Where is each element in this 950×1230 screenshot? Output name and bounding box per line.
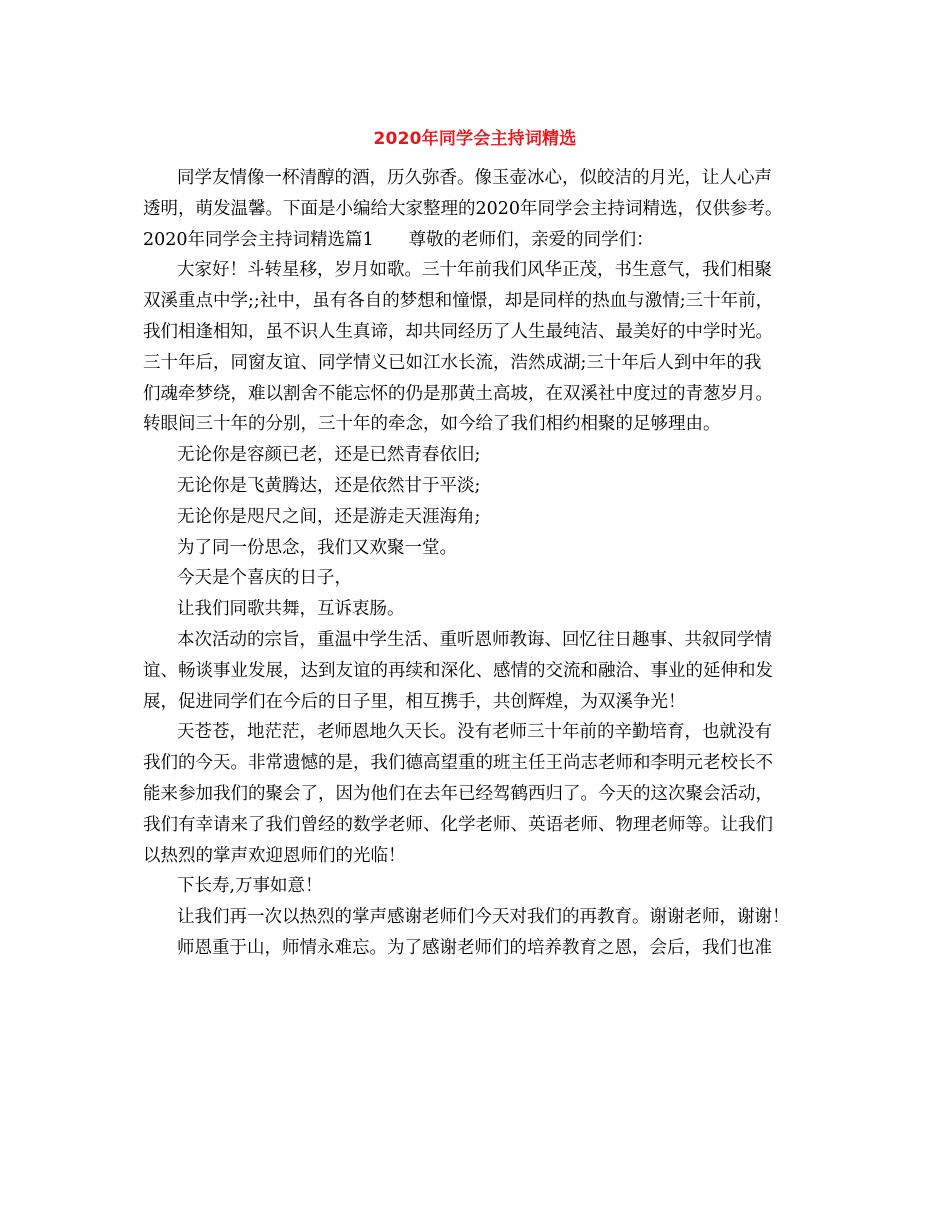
text-line: 以热烈的掌声欢迎恩师们的光临！ bbox=[143, 845, 406, 866]
text-line: 让我们再一次以热烈的掌声感谢老师们今天对我们的再教育。谢谢老师，谢谢！ bbox=[177, 907, 790, 928]
text-line: 谊、畅谈事业发展，达到友谊的再续和深化、感情的交流和融洽、事业的延伸和发 bbox=[143, 660, 773, 681]
text-line: 三十年后，同窗友谊、同学情义已如江水长流，浩然成湖;三十年后人到中年的我 bbox=[143, 352, 762, 373]
text-line: 展，促进同学们在今后的日子里，相互携手，共创辉煌，为双溪争光！ bbox=[143, 691, 686, 712]
text-line: 今天是个喜庆的日子， bbox=[177, 568, 352, 589]
text-line: 2020年同学会主持词精选篇1 尊敬的老师们，亲爱的同学们： bbox=[143, 229, 654, 250]
text-line: 我们有幸请来了我们曾经的数学老师、化学老师、英语老师、物理老师等。让我们 bbox=[143, 814, 773, 835]
text-line: 转眼间三十年的分别，三十年的牵念，如今给了我们相约相聚的足够理由。 bbox=[143, 414, 721, 435]
text-line: 本次活动的宗旨，重温中学生活、重听恩师教诲、回忆往日趣事、共叙同学情 bbox=[177, 629, 772, 650]
text-line: 天苍苍，地茫茫，老师恩地久天长。没有老师三十年前的辛勤培育，也就没有 bbox=[177, 722, 772, 743]
text-line: 透明，萌发温馨。下面是小编给大家整理的2020年同学会主持词精选，仅供参考。 bbox=[143, 198, 783, 219]
text-line: 我们的今天。非常遗憾的是，我们德高望重的班主任王尚志老师和李明元老校长不 bbox=[143, 753, 773, 774]
text-line: 能来参加我们的聚会了，因为他们在去年已经驾鹤西归了。今天的这次聚会活动， bbox=[143, 783, 773, 804]
document-body bbox=[143, 163, 823, 964]
text-line: 无论你是飞黄腾达，还是依然甘于平淡; bbox=[177, 475, 481, 496]
text-line: 为了同一份思念，我们又欢聚一堂。 bbox=[177, 537, 457, 558]
text-line: 无论你是容颜已老，还是已然青春依旧; bbox=[177, 445, 481, 466]
text-line: 师恩重于山，师情永难忘。为了感谢老师们的培养教育之恩，会后，我们也准 bbox=[177, 937, 772, 958]
text-line: 我们相逢相知，虽不识人生真谛，却共同经历了人生最纯洁、最美好的中学时光。 bbox=[143, 321, 773, 342]
document-title: 2020年同学会主持词精选 bbox=[373, 129, 577, 149]
text-line: 双溪重点中学;;社中，虽有各自的梦想和憧憬，却是同样的热血与激情;三十年前， bbox=[143, 291, 774, 312]
text-line: 让我们同歌共舞，互诉衷肠。 bbox=[177, 599, 405, 620]
text-line: 同学友情像一杯清醇的酒，历久弥香。像玉壶冰心，似皎洁的月光，让人心声 bbox=[177, 168, 772, 188]
text-line: 大家好！斗转星移，岁月如歌。三十年前我们风华正茂，书生意气，我们相聚 bbox=[177, 260, 772, 281]
text-line: 无论你是咫尺之间，还是游走天涯海角; bbox=[177, 506, 481, 527]
text-line: 们魂牵梦绕，难以割舍不能忘怀的仍是那黄土高坡，在双溪社中度过的青葱岁月。 bbox=[143, 383, 773, 404]
text-line: 下长寿,万事如意！ bbox=[177, 876, 323, 897]
